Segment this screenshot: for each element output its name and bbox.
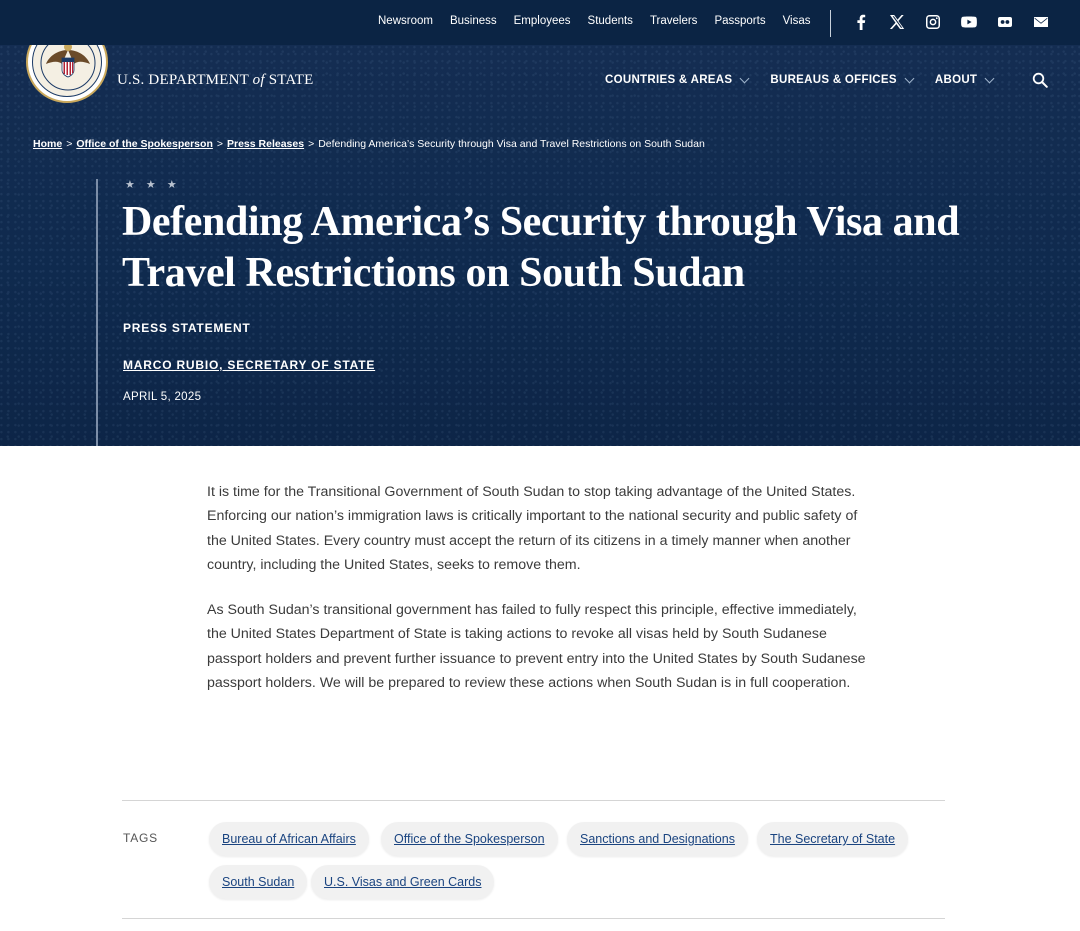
facebook-icon[interactable]	[852, 13, 870, 31]
social-links	[852, 13, 1068, 31]
tag-south-sudan[interactable]: South Sudan	[209, 865, 307, 899]
article-type-label: PRESS STATEMENT	[123, 321, 251, 335]
tag-bureau-african-affairs[interactable]: Bureau of African Affairs	[209, 822, 369, 856]
nav-bureaus-offices[interactable]	[770, 74, 913, 86]
main-nav	[605, 74, 1015, 86]
utility-link-travelers[interactable]: Travelers	[649, 15, 698, 27]
breadcrumb-current: Defending America’s Security through Visa and Travel Restrictions on South Sudan	[318, 138, 705, 150]
article-paragraph: It is time for the Transitional Government of South Sudan to stop taking advantage of the United States. Enforcing our nation’s immigration laws is critically important to the national security and public safety of the United States. Every country must accept the return of its citizens in a timely manner when another country, including the United States, seeks to remove them.	[207, 484, 858, 573]
utility-link-business[interactable]: Business	[449, 15, 497, 27]
tags-divider-top	[122, 800, 945, 801]
tags-label: TAGS	[123, 831, 158, 845]
eagle-emblem-icon	[33, 45, 103, 98]
breadcrumb-home[interactable]: Home	[33, 138, 63, 150]
email-icon[interactable]	[1032, 13, 1050, 31]
nav-about[interactable]	[935, 74, 993, 86]
utility-link-visas[interactable]: Visas	[782, 15, 811, 27]
author-link[interactable]: MARCO RUBIO, SECRETARY OF STATE	[123, 358, 376, 372]
nav-countries-areas-label: COUNTRIES & AREAS	[605, 74, 733, 86]
stars-ornament: ★ ★ ★	[125, 179, 181, 191]
department-seal-logo[interactable]	[26, 45, 108, 103]
tag-secretary-of-state[interactable]: The Secretary of State	[757, 822, 908, 856]
hero-banner	[0, 45, 1080, 446]
breadcrumb	[33, 138, 705, 150]
chevron-down-icon	[740, 73, 750, 83]
utility-nav	[378, 15, 828, 27]
breadcrumb-separator: >	[308, 138, 315, 150]
tags-divider-bottom	[122, 918, 945, 919]
breadcrumb-separator: >	[216, 138, 223, 150]
utility-link-students[interactable]: Students	[587, 15, 633, 27]
youtube-icon[interactable]	[960, 13, 978, 31]
article-body	[207, 480, 867, 716]
utility-bar	[0, 0, 1080, 45]
tag-us-visas-green-cards[interactable]: U.S. Visas and Green Cards	[311, 865, 494, 899]
breadcrumb-separator: >	[66, 138, 73, 150]
seal-emblem	[32, 45, 102, 97]
nav-countries-areas[interactable]	[605, 74, 748, 86]
instagram-icon[interactable]	[924, 13, 942, 31]
nav-about-label: ABOUT	[934, 74, 978, 86]
article-paragraph: As South Sudan’s transitional government has failed to fully respect this principle, effective immediately, the United States Department of State is taking actions to revoke all visas held by South Sudanese passport holders and prevent further issuance to prevent entry into the United States by South Sudanese passport holders. We will be prepared to review these actions when South Sudan is in full cooperation.	[207, 602, 866, 692]
wordmark-of: of	[252, 72, 265, 88]
flickr-icon[interactable]	[996, 13, 1014, 31]
utility-link-passports[interactable]: Passports	[714, 15, 766, 27]
utility-divider	[830, 10, 831, 37]
page-title: Defending America’s Security through Visa and Travel Restrictions on South Sudan	[122, 199, 960, 296]
breadcrumb-spokesperson[interactable]: Office of the Spokesperson	[76, 138, 213, 150]
hero-vertical-rule	[96, 179, 98, 446]
tag-office-spokesperson[interactable]: Office of the Spokesperson	[381, 822, 558, 856]
x-icon[interactable]	[888, 13, 906, 31]
tag-sanctions-designations[interactable]: Sanctions and Designations	[567, 822, 748, 856]
utility-link-newsroom[interactable]: Newsroom	[378, 15, 433, 27]
search-icon[interactable]	[1032, 72, 1048, 88]
chevron-down-icon	[985, 73, 995, 83]
chevron-down-icon	[904, 73, 914, 83]
breadcrumb-press-releases[interactable]: Press Releases	[227, 138, 305, 150]
wordmark-suffix: STATE	[264, 72, 314, 88]
department-wordmark[interactable]	[117, 72, 314, 89]
nav-bureaus-offices-label: BUREAUS & OFFICES	[770, 74, 897, 86]
utility-link-employees[interactable]: Employees	[513, 15, 571, 27]
wordmark-prefix: U.S. DEPARTMENT	[117, 72, 253, 88]
publish-date: APRIL 5, 2025	[123, 391, 202, 403]
